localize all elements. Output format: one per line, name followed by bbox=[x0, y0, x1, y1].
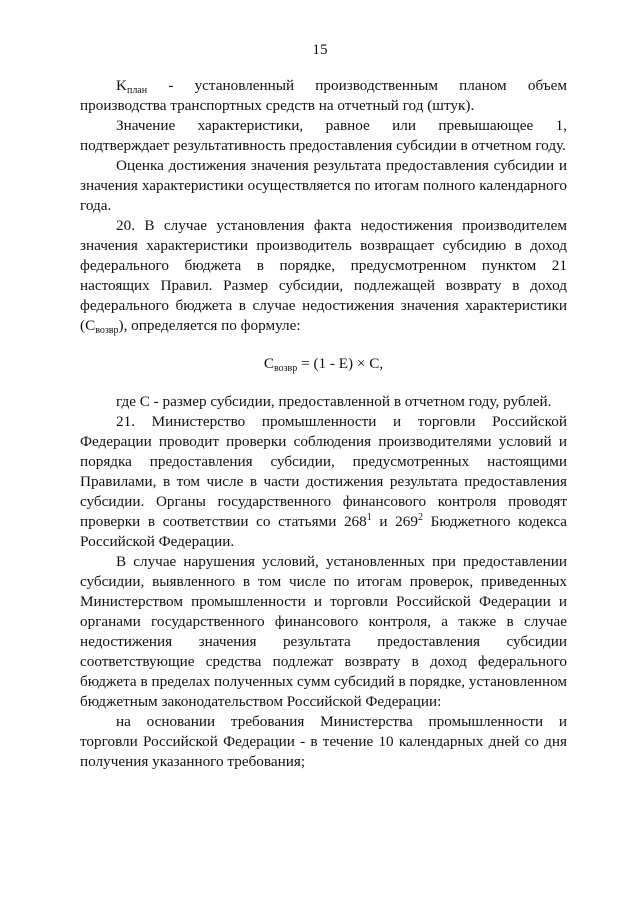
document-body bbox=[80, 76, 567, 772]
paragraph-ministry-requirement: на основании требования Министерства промышленности и торговли Российской Федерации - в течение 10 календарных дней со дня получения указанного требования; bbox=[80, 713, 567, 770]
symbol-c-return: C bbox=[85, 317, 96, 334]
clause-21-tail: Бюджетного кодекса Российской Федерации. bbox=[80, 513, 567, 550]
symbol-c-return-subscript: возвр bbox=[95, 325, 119, 336]
k-plan-definition-text: - установленный производственным планом объем производства транспортных средств на отчетный год (штук). bbox=[80, 77, 567, 114]
formula bbox=[80, 354, 567, 374]
formula-rhs: = (1 - E) × C, bbox=[297, 355, 384, 372]
paragraph-violation-case: В случае нарушения условий, установленных при предоставлении субсидии, выявленного в том числе по итогам проверок, приведенных Министерством промышленности и торговли Российской Федерации и органами государственного финансового контроля, а также в случае недостижения значения результата предоставления субсидии соответствующие средства подлежат возврату в доход федерального бюджета в пределах полученных сумм субсидий в порядке, установленном бюджетным законодательством Российской Федерации: bbox=[80, 553, 567, 710]
clause-20-text: 20. В случае установления факта недостижения производителем значения характеристики производитель возвращает субсидию в доход федерального бюджета в порядке, предусмотренном пунктом 21 настоящих Правил. Размер субсидии, подлежащей возврату в доход федерального бюджета в случае недостижения значения характеристики ( bbox=[80, 217, 567, 334]
article-269-superscript: 2 bbox=[417, 512, 423, 523]
paragraph-clause-21 bbox=[80, 412, 567, 552]
page-number: 15 bbox=[312, 41, 328, 58]
clause-21-mid: и 269 bbox=[371, 513, 418, 530]
paragraph-characteristic-value: Значение характеристики, равное или превышающее 1, подтверждает результативность предоставления субсидии в отчетном году. bbox=[80, 117, 567, 154]
paragraph-clause-20 bbox=[80, 216, 567, 336]
clause-21-text: 21. Министерство промышленности и торговли Российской Федерации проводит проверки соблюдения производителями условий и порядка предоставления субсидии, предусмотренных настоящими Правилами, в том числе в части достижения результата предоставления субсидии. Органы государственного финансового контроля проводят проверки в соответствии со статьями 268 bbox=[80, 413, 567, 530]
paragraph-assessment: Оценка достижения значения результата предоставления субсидии и значения характеристики осуществляется по итогам полного календарного года. bbox=[80, 157, 567, 214]
clause-20-tail: ), определяется по формуле: bbox=[118, 317, 301, 334]
symbol-k: K bbox=[116, 77, 127, 94]
article-268-superscript: 1 bbox=[366, 512, 372, 523]
formula-lhs: C bbox=[263, 355, 274, 372]
paragraph-where-c: где C - размер субсидии, предоставленной в отчетном году, рублей. bbox=[116, 393, 552, 410]
symbol-k-subscript: план bbox=[126, 85, 148, 96]
formula-lhs-subscript: возвр bbox=[273, 363, 298, 374]
paragraph-k-plan-definition bbox=[80, 76, 567, 116]
